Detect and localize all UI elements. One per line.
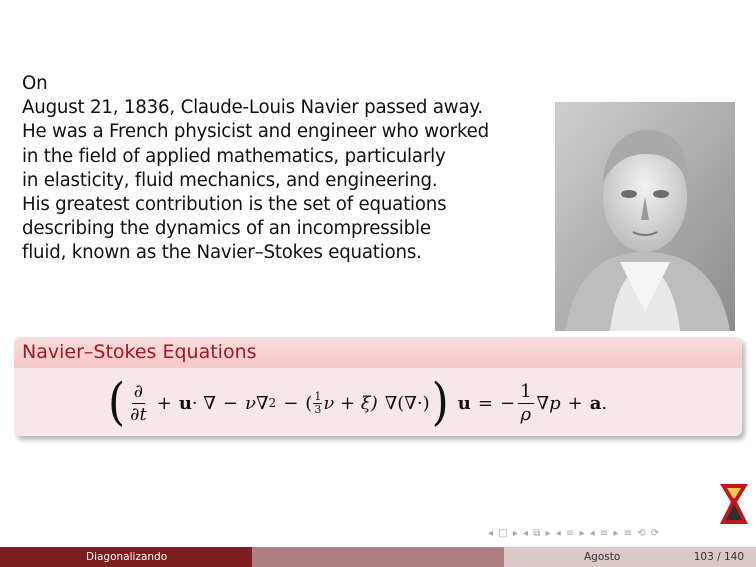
left-paren: ( (108, 373, 126, 432)
navier-portrait (555, 102, 735, 331)
text-line: On (22, 73, 48, 94)
one-third: $\frac{1}{3}$ (314, 389, 322, 416)
time-derivative: $\frac{\partial}{\partial t}$ (130, 380, 147, 425)
footer-title: Diagonalizando (86, 551, 168, 563)
text-line: in elasticity, fluid mechanics, and engineering. (22, 169, 438, 191)
navier-stokes-equation: ( $\frac{\partial}{\partial t}$ + u · ∇ − ν ∇ 2 − ( $\frac{1}{3}$ ν + ξ) ∇(∇·) ) u = − $\frac{1}{\rho}$ ∇p + a . (108, 373, 608, 432)
inverse-rho: $\frac{1}{\rho}$ (520, 380, 532, 425)
right-paren: ) (431, 373, 449, 432)
beamer-navigation[interactable]: ◂ □ ▸ ◂ ⧉ ▸ ◂ ≡ ▸ ◂ ≡ ▸ ≡ ⟲ ⟳ (488, 528, 661, 539)
footer-bar (0, 547, 756, 567)
footer-left (0, 547, 252, 567)
university-logo-icon (717, 480, 751, 528)
equation-block (14, 337, 742, 436)
text-line: fluid, known as the Navier–Stokes equations. (22, 242, 422, 264)
text-line: August 21, 1836, Claude-Louis Navier passed away. (22, 97, 483, 119)
text-line: describing the dynamics of an incompressible (22, 218, 431, 240)
block-body (14, 368, 742, 436)
block-title: Navier–Stokes Equations (14, 337, 742, 368)
text-line: His greatest contribution is the set of equations (22, 194, 447, 216)
page-counter: 103 / 140 (693, 551, 744, 563)
article-text (22, 72, 532, 266)
footer-date: Agosto (584, 551, 621, 563)
text-line: He was a French physicist and engineer who worked (22, 121, 489, 143)
footer-right (504, 547, 756, 567)
footer-middle (252, 547, 504, 567)
text-line: in the field of applied mathematics, particularly (22, 145, 446, 167)
